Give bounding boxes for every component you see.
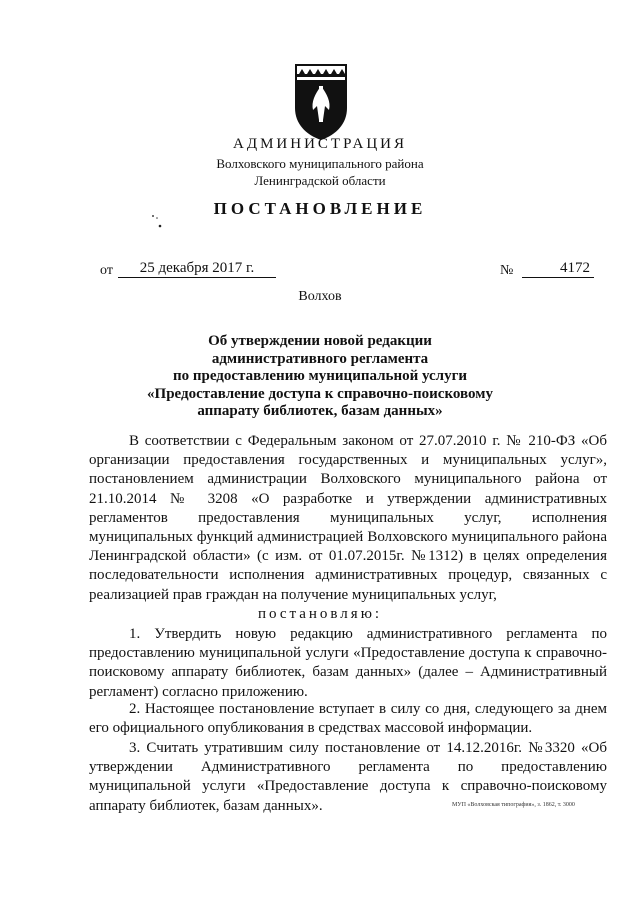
resolve-heading: постановляю: xyxy=(257,606,383,622)
region-name: Ленинградской области xyxy=(254,173,386,188)
document-number: 4172 xyxy=(522,259,594,278)
item-2-paragraph: 2. Настоящее постановление вступает в силу со дня, следующего за днем его официального опубликования в средствах массовой информации. xyxy=(89,701,607,737)
city-name: Волхов xyxy=(298,289,342,304)
printer-imprint: МУП «Волховская типография», з. 1862, т. 3000 xyxy=(452,802,575,808)
document-title xyxy=(0,333,640,421)
coat-of-arms-icon xyxy=(293,62,349,142)
scan-speck xyxy=(150,213,164,229)
date-prefix: от xyxy=(100,263,113,278)
item-3-paragraph: 3. Считать утратившим силу постановление от 14.12.2016г. №3320 «Об утверждении Административного регламента по предоставлению муниципальной услуги «Предоставление доступа к справочно-поисковому аппарату библиотек, базам данных». xyxy=(89,740,607,814)
title-line: аппарату библиотек, базам данных» xyxy=(197,403,443,419)
document-kind: ПОСТАНОВЛЕНИЕ xyxy=(213,199,427,218)
preamble-paragraph: В соответствии с Федеральным законом от 27.07.2010 г. № 210-ФЗ «Об организации предоставления государственных и муниципальных услуг», постановлением администрации Волховского муниципального района от 21.10.2014 № 3208 «О разработке и утверждении административных регламентов предоставления муниципальных услуг, исполнения муниципальных функций администрацией Волховского муниципального района Ленинградской области» (с изм. от 01.07.2015г. №1312) в целях определения последовательности исполнения административных процедур, связанных с реализацией прав граждан на получение муниципальных услуг, xyxy=(89,433,607,603)
title-line: Об утверждении новой редакции xyxy=(208,333,432,349)
document-date: 25 декабря 2017 г. xyxy=(118,259,276,278)
item-1-paragraph: 1. Утвердить новую редакцию административного регламента по предоставлению муниципальной услуги «Предоставление доступа к справочно-поисковому аппарату библиотек, базам данных» (далее – Административный регламент) согласно приложению. xyxy=(89,626,607,700)
title-line: по предоставлению муниципальной услуги xyxy=(172,368,468,384)
title-line: «Предоставление доступа к справочно-поисковому xyxy=(147,385,493,402)
number-prefix: № xyxy=(500,263,514,278)
title-line: административного регламента xyxy=(211,350,429,367)
district-name: Волховского муниципального района xyxy=(216,156,424,171)
administration-title: АДМИНИСТРАЦИЯ xyxy=(233,136,407,152)
